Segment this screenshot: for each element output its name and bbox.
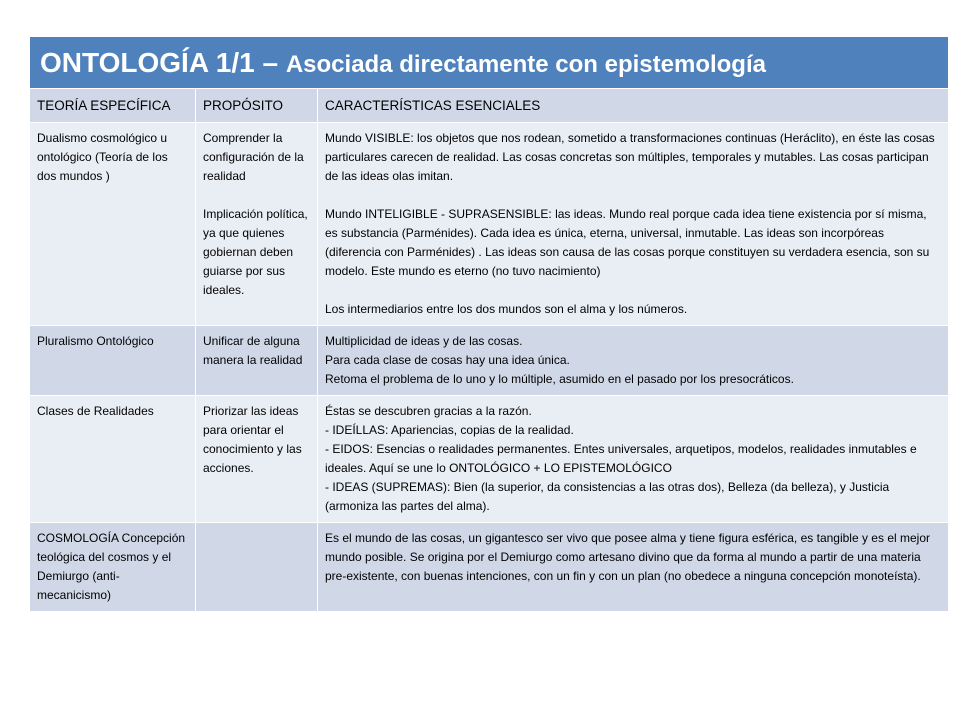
header-teoria: TEORÍA ESPECÍFICA <box>30 89 196 123</box>
table-row <box>30 326 949 396</box>
teoria-cell <box>30 123 196 326</box>
slide-title <box>30 37 949 89</box>
header-proposito: PROPÓSITO <box>196 89 318 123</box>
teoria-cell <box>30 523 196 612</box>
table-row <box>30 523 949 612</box>
caracteristicas-line: Multiplicidad de ideas y de las cosas. <box>325 334 523 348</box>
table-row <box>30 396 949 523</box>
teoria-cell <box>30 326 196 396</box>
proposito-cell <box>196 326 318 396</box>
proposito-text: Implicación política, ya que quienes gobiernan deben guiarse por sus ideales. <box>203 207 308 297</box>
caracteristicas-cell <box>318 326 949 396</box>
proposito-cell <box>196 396 318 523</box>
caracteristicas-line: Para cada clase de cosas hay una idea única. <box>325 353 570 367</box>
ontology-table <box>29 36 949 612</box>
caracteristicas-line: - EIDOS: Esencias o realidades permanentes. Entes universales, arquetipos, modelos, realidades inmutables e ideales. Aquí se une lo ONTOLÓGICO + LO EPISTEMOLÓGICO <box>325 442 917 475</box>
proposito-text: Unificar de alguna manera la realidad <box>203 334 303 367</box>
teoria-text: Pluralismo Ontológico <box>37 334 154 348</box>
caracteristicas-cell <box>318 523 949 612</box>
title-subtitle: Asociada directamente con epistemología <box>285 50 766 78</box>
header-caracteristicas: CARACTERÍSTICAS ESENCIALES <box>318 89 949 123</box>
caracteristicas-text: Es el mundo de las cosas, un gigantesco ser vivo que posee alma y tiene figura esférica, es tangible y es el mejor mundo posible. Se origina por el Demiurgo como artesano divino que da forma al mundo a partir de una materia pre-existente, con buenas intenciones, con un fin y con un plan (no obedece a ninguna concepción monoteísta). <box>325 531 930 583</box>
title-main: ONTOLOGÍA 1/1 – <box>40 46 286 78</box>
caracteristicas-text: Los intermediarios entre los dos mundos son el alma y los números. <box>325 302 688 316</box>
caracteristicas-line: - IDEAS (SUPREMAS): Bien (la superior, da consistencias a las otras dos), Belleza (da belleza), y Justicia (armoniza las partes del alma). <box>325 480 890 513</box>
teoria-text: COSMOLOGÍA Concepción teológica del cosmos y el Demiurgo (anti-mecanicismo) <box>37 531 186 602</box>
caracteristicas-line: Éstas se descubren gracias a la razón. <box>325 404 532 418</box>
teoria-text: Clases de Realidades <box>37 404 154 418</box>
proposito-cell <box>196 123 318 326</box>
caracteristicas-cell <box>318 396 949 523</box>
caracteristicas-line: Retoma el problema de lo uno y lo múltiple, asumido en el pasado por los presocráticos. <box>325 372 794 386</box>
caracteristicas-text: Mundo INTELIGIBLE - SUPRASENSIBLE: las ideas. Mundo real porque cada idea tiene existencia por sí misma, es substancia (Parménides). Cada idea es única, eterna, universal, inmutable. Las ideas son incorpóreas (diferencia con Parménides) . Las ideas son causa de las cosas porque constituyen su verdadera esencia, son su modelo. Este mundo es eterno (no tuvo nacimiento) <box>325 207 930 278</box>
teoria-text: Dualismo cosmológico u ontológico (Teoría de los dos mundos ) <box>37 131 168 183</box>
proposito-text: Comprender la configuración de la realidad <box>203 131 304 183</box>
table-row <box>30 123 949 326</box>
proposito-text: Priorizar las ideas para orientar el conocimiento y las acciones. <box>203 404 302 475</box>
header-row <box>30 89 949 123</box>
proposito-cell <box>196 523 318 612</box>
caracteristicas-line: - IDEÍLLAS: Apariencias, copias de la realidad. <box>325 423 574 437</box>
caracteristicas-cell <box>318 123 949 326</box>
caracteristicas-text: Mundo VISIBLE: los objetos que nos rodean, sometido a transformaciones continuas (Heráclito), en éste las cosas particulares carecen de realidad. Las cosas concretas son múltiples, temporales y mutables. Las cosas participan de las ideas olas imitan. <box>325 131 935 183</box>
teoria-cell <box>30 396 196 523</box>
